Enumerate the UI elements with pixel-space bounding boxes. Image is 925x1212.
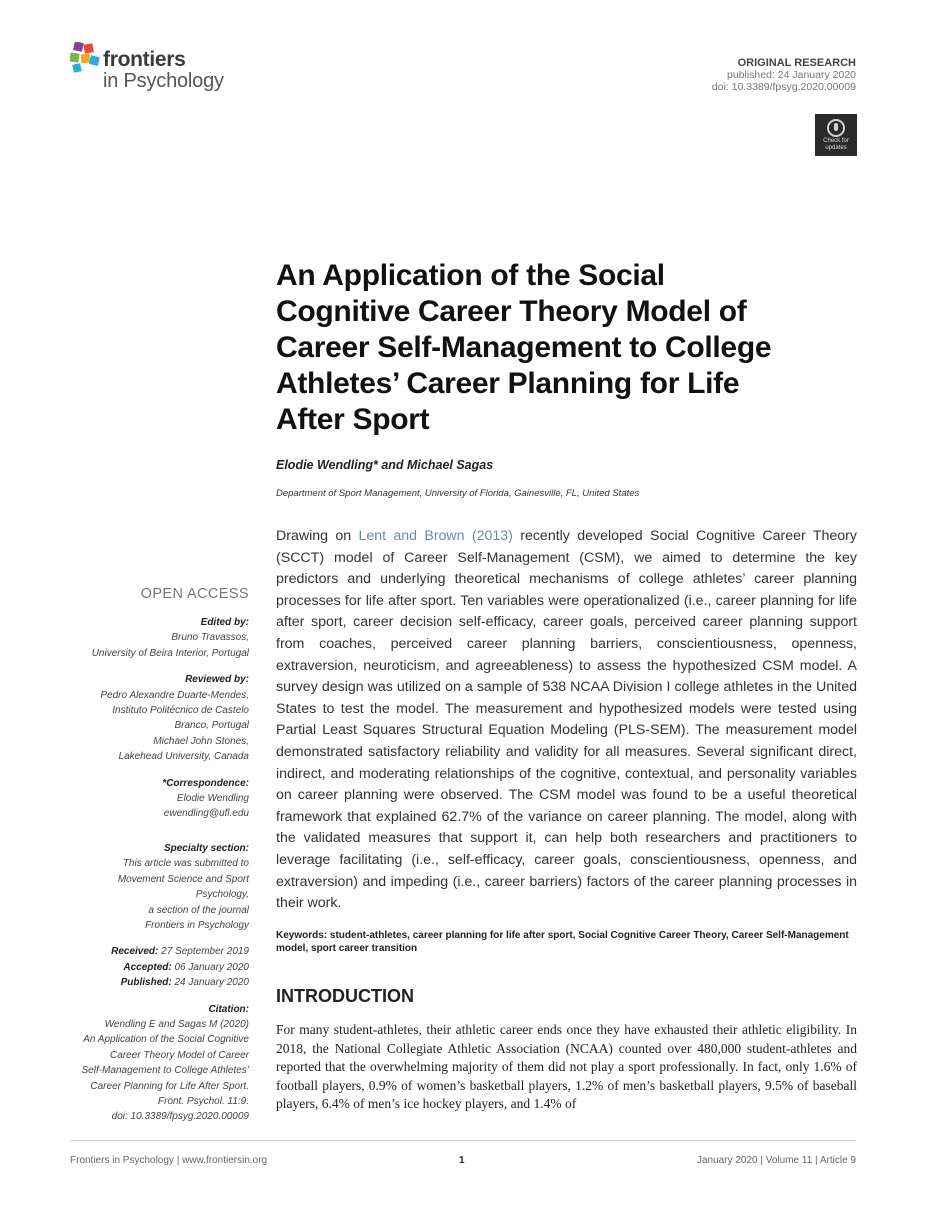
specialty-line: Psychology, xyxy=(195,889,249,901)
dates-block xyxy=(60,944,249,990)
editor-line: Bruno Travassos, xyxy=(171,632,249,644)
article-title xyxy=(276,258,866,438)
correspondence-block xyxy=(60,776,249,822)
editor-line: University of Beira Interior, Portugal xyxy=(91,647,249,659)
frontiers-logo[interactable] xyxy=(70,42,270,94)
accepted-date: 06 January 2020 xyxy=(174,961,249,973)
citation-line: An Application of the Social Cognitive xyxy=(83,1034,249,1046)
open-access-label: OPEN ACCESS xyxy=(140,586,249,602)
section-heading: INTRODUCTION xyxy=(276,986,414,1006)
accepted-label: Accepted: xyxy=(123,961,172,973)
abstract-text: recently developed Social Cognitive Career Theory (SCCT) model of Career Self-Management (CSM), we aimed to determine the key predictors and underlying theoretical mechanisms of college athletes’ career planning processes for life after sport. Ten variables were operationalized (i.e., career planning for life after sport, career decision self-efficacy, career goals, perceived career planning support from coaches, perceived career planning barriers, conscientiousness, openness, extraversion, neuroticism, and agreeableness) to assess the hypothesized CSM model. A survey design was utilized on a sample of 538 NCAA Division I college athletes in the United States to test the model. The measurement and hypothesized models were tested using Partial Least Squares Structural Equation Modeling (PLS-SEM). The measurement model demonstrated satisfactory reliability and validity for all measures. Several significant direct, indirect, and moderating relationships of the cognitive, contextual, and personality variables on career planning were observed. The CSM model was found to be a useful theoretical framework that explained 62.7% of the variance on career planning. The model, along with the validated measures that support it, can help both researchers and practitioners to leverage facilitating (i.e., self-efficacy, career goals, conscientiousness, openness, and extraversion) and impeding (i.e., career barriers) factors of the career planning processes in their work. xyxy=(276,528,857,912)
check-updates-line2: updates xyxy=(825,144,847,151)
published-label: Published: xyxy=(120,977,172,989)
logo-name: frontiers xyxy=(103,48,186,71)
correspondence-line: Elodie Wendling xyxy=(176,793,249,805)
abstract xyxy=(276,526,857,915)
specialty-line: Movement Science and Sport xyxy=(117,873,249,885)
logo-journal: in Psychology xyxy=(103,70,224,92)
reviewer-line: Pedro Alexandre Duarte-Mendes, xyxy=(100,689,249,701)
correspondence-email[interactable]: ewendling@ufl.edu xyxy=(163,808,249,820)
footer-issue-info: January 2020 | Volume 11 | Article 9 xyxy=(697,1155,856,1166)
article-meta xyxy=(712,57,856,93)
specialty-label: Specialty section: xyxy=(163,842,249,854)
specialty-line: This article was submitted to xyxy=(122,858,249,870)
sidebar xyxy=(60,584,249,1125)
reviewed-by-label: Reviewed by: xyxy=(185,674,249,686)
received-date: 27 September 2019 xyxy=(161,946,249,958)
title-line: Cognitive Career Theory Model of xyxy=(276,295,747,328)
intro-paragraph: For many student-athletes, their athletic career ends once they have exhausted their athletic eligibility. In 2018, the National Collegiate Athletic Association (NCAA) counted over 480,000 student-athletes and reported that the overwhelming majority of them did not play a sport professionally. In fact, only 1.6% of football players, 0.9% of women’s basketball players, 1.2% of men’s basketball players, 9.5% of baseball players, 6.4% of men’s ice hockey players, and 1.4% of xyxy=(276,1022,857,1111)
check-updates-icon xyxy=(827,119,845,137)
article-type: ORIGINAL RESEARCH xyxy=(737,57,856,69)
citation-link[interactable]: Lent and Brown (2013) xyxy=(358,528,513,544)
reviewer-line: Michael John Stones, xyxy=(153,735,249,747)
title-line: After Sport xyxy=(276,403,430,436)
check-updates-line1: Check for xyxy=(823,138,849,144)
received-label: Received: xyxy=(111,946,159,958)
title-line: Career Self-Management to College xyxy=(276,331,772,364)
citation-doi[interactable]: doi: 10.3389/fpsyg.2020.00009 xyxy=(111,1111,249,1123)
footer-divider xyxy=(70,1140,856,1141)
keywords: Keywords: student-athletes, career planning for life after sport, Social Cognitive Career Theory, Career Self-Management model, sport career transition xyxy=(276,930,849,954)
published-date-sidebar: 24 January 2020 xyxy=(174,977,249,989)
footer-journal-link[interactable]: Frontiers in Psychology | www.frontiersin.org xyxy=(70,1155,268,1166)
affiliation: Department of Sport Management, University of Florida, Gainesville, FL, United States xyxy=(276,488,640,499)
page-number: 1 xyxy=(459,1155,465,1166)
reviewer-line: Instituto Politécnico de Castelo xyxy=(112,705,249,717)
authors: Elodie Wendling* and Michael Sagas xyxy=(276,458,494,472)
abstract-lead: Drawing on xyxy=(276,528,359,544)
title-line: An Application of the Social xyxy=(276,259,665,292)
citation-line: Career Theory Model of Career xyxy=(110,1049,249,1061)
edited-by-label: Edited by: xyxy=(200,617,249,628)
reviewer-line: Lakehead University, Canada xyxy=(118,751,249,763)
reviewed-by-block xyxy=(60,672,249,764)
title-line: Athletes’ Career Planning for Life xyxy=(276,367,740,400)
specialty-line: a section of the journal xyxy=(148,904,249,916)
frontiers-logo-mark-icon xyxy=(70,42,102,76)
edited-by-block xyxy=(60,615,249,661)
published-date: published: 24 January 2020 xyxy=(726,69,856,81)
specialty-line: Frontiers in Psychology xyxy=(145,919,249,931)
citation-line: Wendling E and Sagas M (2020) xyxy=(104,1018,249,1030)
citation-block xyxy=(60,1002,249,1125)
article-doi[interactable]: doi: 10.3389/fpsyg.2020.00009 xyxy=(711,81,856,93)
reviewer-line: Branco, Portugal xyxy=(174,720,249,732)
citation-line: Self-Management to College Athletes’ xyxy=(81,1065,249,1077)
citation-label: Citation: xyxy=(208,1003,249,1015)
correspondence-label: *Correspondence: xyxy=(162,777,249,789)
specialty-block xyxy=(60,841,249,933)
citation-line: Front. Psychol. 11:9. xyxy=(158,1095,249,1107)
citation-line: Career Planning for Life After Sport. xyxy=(90,1080,249,1092)
check-for-updates-button[interactable] xyxy=(815,114,857,156)
